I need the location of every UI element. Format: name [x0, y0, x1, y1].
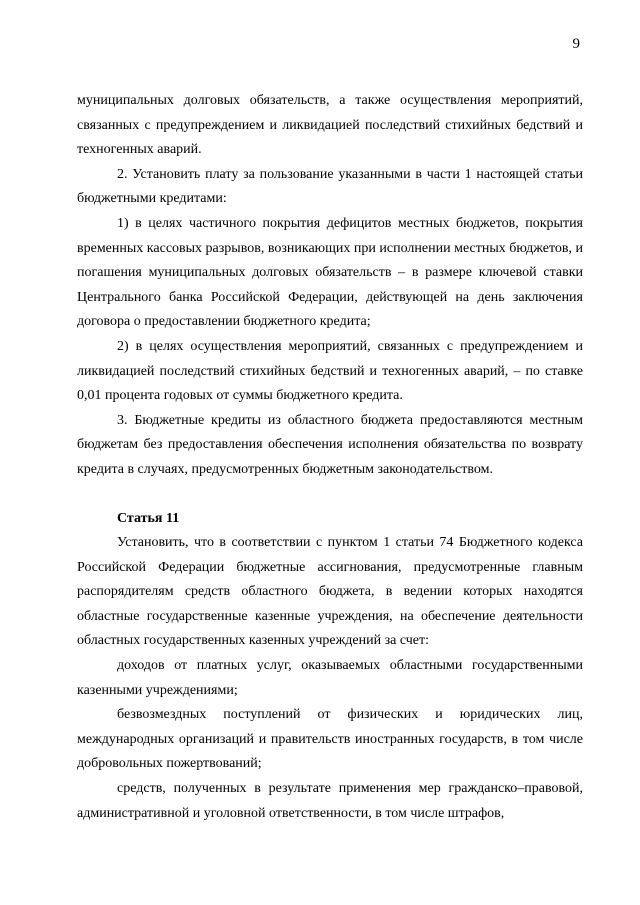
- paragraph-item-2: 2. Установить плату за пользование указанными в части 1 настоящей статьи бюджетными кредитами:: [77, 166, 583, 207]
- paragraph-subitem-2: 2) в целях осуществления мероприятий, связанных с предупреждением и ликвидацией последствий стихийных бедствий и техногенных аварий, – по ставке 0,01 процента годовых от суммы бюджетного кредита.: [77, 338, 583, 404]
- article-paragraph-penalties: средств, полученных в результате применения мер гражданско–правовой, административной и уголовной ответственности, в том числе штрафов,: [77, 781, 583, 821]
- article-paragraph-fees: доходов от платных услуг, оказываемых областными государственными казенными учреждениями;: [77, 658, 583, 698]
- paragraph-subitem-1: 1) в целях частичного покрытия дефицитов местных бюджетов, покрытия временных кассовых разрывов, возникающих при исполнении местных бюджетов, и погашения муниципальных долговых обязательств – в размере ключевой ставки Центрального банка Российской Федерации, действующей на день заключения договора о предоставлении бюджетного кредита;: [77, 215, 583, 330]
- paragraph-continuation: муниципальных долговых обязательств, а также осуществления мероприятий, связанных с предупреждением и ликвидацией последствий стихийных бедствий и техногенных аварий.: [77, 93, 583, 158]
- article-paragraph-donations: безвозмездных поступлений от физических и юридических лиц, международных организаций и правительств иностранных государств, в том числе добровольных пожертвований;: [77, 707, 583, 772]
- paragraph-item-3: 3. Бюджетные кредиты из областного бюджета предоставляются местным бюджетам без предоставления обеспечения исполнения обязательства по возврату кредита в случаях, предусмотренных бюджетным законодательством.: [77, 412, 583, 477]
- page-number: 9: [572, 36, 580, 52]
- article-paragraph-intro: Установить, что в соответствии с пунктом 1 статьи 74 Бюджетного кодекса Российской Федерации бюджетные ассигнования, предусмотренные главным распорядителям средств областного бюджета, в ведении которых находятся областные государственные казенные учреждения, на обеспечение деятельности областных государственных казенных учреждений за счет:: [77, 535, 583, 649]
- document-body: [77, 89, 583, 826]
- article-heading: Статья 11: [117, 510, 180, 526]
